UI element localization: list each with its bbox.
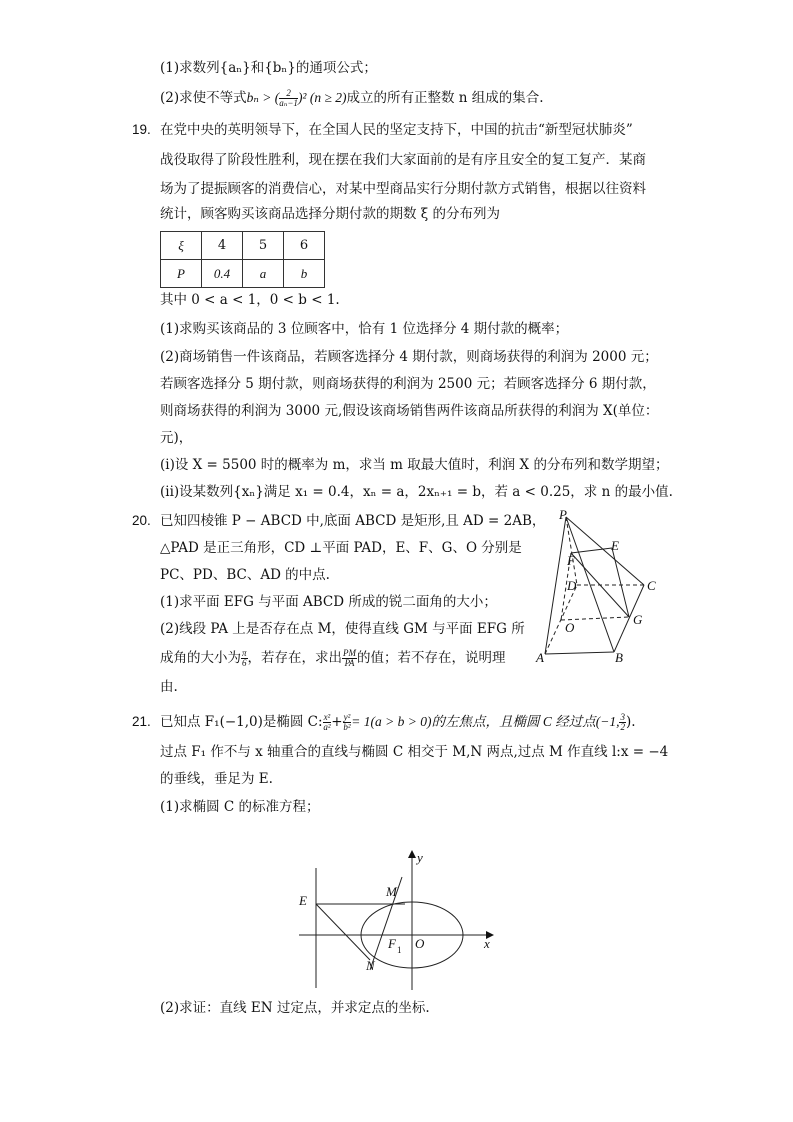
q19-intro-line-2: 战役取得了阶段性胜利，现在摆在我们大家面前的是有序且安全的复工复产．某商	[160, 152, 646, 168]
q18-part1: (1)求数列{aₙ}和{bₙ}的通项公式；	[160, 60, 377, 76]
q20-frac2-den: PA	[344, 658, 355, 668]
q20-frac1-den: 6	[242, 658, 247, 668]
table-cell: 4	[202, 232, 243, 260]
point-label-f1: F	[388, 936, 396, 951]
q21-frac-x-num: x²	[323, 712, 331, 722]
q18-part2-suffix: 成立的所有正整数 n 组成的集合.	[346, 90, 544, 106]
q21-line-1-middle: = 1(a > b > 0)的左焦点，且椭圆 C 经过点(−1,	[351, 714, 620, 729]
q21-line-1-prefix: 已知点 F₁(−1,0)是椭圆 C:	[160, 714, 323, 730]
q20-part1: (1)求平面 EFG 与平面 ABCD 所成的锐二面角的大小；	[160, 594, 497, 610]
q19-part-i: (i)设 X = 5500 时的概率为 m，求当 m 取最大值时，利润 X 的分布列和数学期望；	[160, 457, 669, 473]
vertex-label-p: P	[559, 507, 567, 522]
point-label-n: N	[366, 958, 375, 973]
q21-line-3: 的垂线，垂足为 E.	[160, 771, 273, 787]
q20-part2-prefix: 成角的大小为	[160, 650, 241, 666]
table-cell: b	[284, 260, 325, 288]
q18-frac-den: aₙ−1	[279, 98, 298, 108]
q20-line-3: PC、PD、BC、AD 的中点.	[160, 567, 330, 583]
q20-line-1: 已知四棱锥 P − ABCD 中,底面 ABCD 是矩形,且 AD = 2AB，	[160, 513, 546, 529]
q18-part2-prefix: (2)求使不等式	[160, 90, 247, 106]
q21-part1: (1)求椭圆 C 的标准方程；	[160, 799, 320, 815]
vertex-label-o: O	[565, 620, 575, 635]
q19-part2-line-1: (2)商场销售一件该商品，若顾客选择分 4 期付款，则商场获得的利润为 2000 元；	[160, 349, 658, 365]
table-row	[161, 260, 325, 288]
q19-intro-line-1: 在党中央的英明领导下，在全国人民的坚定支持下，中国的抗击“新型冠状肺炎”	[160, 122, 633, 138]
table-cell: a	[243, 260, 284, 288]
q21-frac-point-den: 2	[620, 722, 625, 732]
ellipse-figure	[290, 845, 505, 995]
q20-part2-middle: ，若存在，求出	[247, 650, 343, 666]
q18-part2-math-b: )² (n ≥ 2)	[297, 90, 347, 105]
q19-condition: 其中 0 < a < 1，0 < b < 1.	[160, 292, 340, 308]
q20-part2-suffix: 的值；若不存在，说明理	[357, 650, 506, 666]
q19-part1: (1)求购买该商品的 3 位顾客中，恰有 1 位选择分 4 期付款的概率；	[160, 321, 569, 337]
q21-number: 21.	[132, 714, 151, 729]
q20-ratio-fraction	[342, 649, 357, 668]
q20-line-2: △PAD 是正三角形，CD ⊥平面 PAD，E、F、G、O 分别是	[160, 540, 522, 556]
point-label-f1-subscript: 1	[397, 945, 402, 955]
q21-frac-y	[343, 713, 352, 732]
q19-intro-line-4: 统计，顾客购买该商品选择分期付款的期数 ξ 的分布列为	[160, 206, 501, 222]
q21-frac-y-num: y²	[343, 712, 351, 722]
q20-part2-line-1: (2)线段 PA 上是否存在点 M，使得直线 GM 与平面 EFG 所	[160, 621, 525, 637]
q21-plus: +	[331, 714, 343, 730]
q18-frac-num: 2	[279, 89, 298, 99]
q20-frac2-num: PM	[343, 648, 357, 658]
q19-part2-line-3: 则商场获得的利润为 3000 元,假设该商场销售两件该商品所获得的利润为 X(单位：	[160, 403, 659, 419]
table-cell: ξ	[161, 232, 202, 260]
origin-label-o: O	[415, 936, 425, 951]
q19-part2-line-2: 若顾客选择分 5 期付款，则商场获得的利润为 2500 元；若顾客选择分 6 期付款，	[160, 376, 656, 392]
vertex-label-b: B	[615, 650, 623, 665]
pyramid-figure	[530, 505, 670, 675]
axis-label-x: x	[484, 936, 490, 951]
vertex-label-a: A	[536, 650, 544, 665]
q19-number: 19.	[132, 122, 151, 137]
vertex-label-g: G	[633, 612, 643, 627]
vertex-label-d: D	[567, 578, 577, 593]
q20-number: 20.	[132, 513, 151, 528]
table-cell: 0.4	[202, 260, 243, 288]
q18-fraction	[279, 89, 298, 108]
table-cell: P	[161, 260, 202, 288]
q18-part2	[160, 88, 544, 108]
vertex-label-c: C	[647, 578, 656, 593]
q21-frac-point-num: 3	[620, 712, 625, 722]
q21-line-1	[160, 712, 636, 732]
q21-frac-y-den: b²	[343, 722, 351, 732]
axis-label-y: y	[417, 850, 423, 865]
q19-part-ii: (ii)设某数列{xₙ}满足 x₁ = 0.4，xₙ = a，2xₙ₊₁ = b，若 a < 0.25，求 n 的最小值.	[160, 484, 673, 500]
table-cell: 6	[284, 232, 325, 260]
q21-frac-x	[323, 713, 332, 732]
vertex-label-f: F	[567, 553, 575, 568]
vertex-label-e: E	[611, 538, 619, 553]
point-label-e: E	[299, 893, 307, 908]
q21-part2: (2)求证：直线 EN 过定点，并求定点的坐标.	[160, 1000, 430, 1016]
q21-frac-x-den: a²	[323, 722, 331, 732]
point-label-m: M	[386, 884, 397, 899]
q20-part2-line-3: 由.	[160, 679, 178, 695]
q19-intro-line-3: 场为了提振顾客的消费信心，对某中型商品实行分期付款方式销售，根据以往资料	[160, 181, 646, 197]
q19-part2-line-4: 元)，	[160, 430, 193, 446]
q20-frac1-num: π	[242, 648, 247, 658]
q21-line-2: 过点 F₁ 作不与 x 轴重合的直线与椭圆 C 相交于 M,N 两点,过点 M 作直线 l:x = −4	[160, 744, 669, 760]
q21-line-1-suffix: ).	[625, 714, 636, 730]
q18-part2-math-a: bₙ > (	[246, 90, 280, 105]
table-cell: 5	[243, 232, 284, 260]
q20-part2-line-2	[160, 648, 506, 668]
table-row	[161, 232, 325, 260]
distribution-table	[160, 231, 325, 288]
